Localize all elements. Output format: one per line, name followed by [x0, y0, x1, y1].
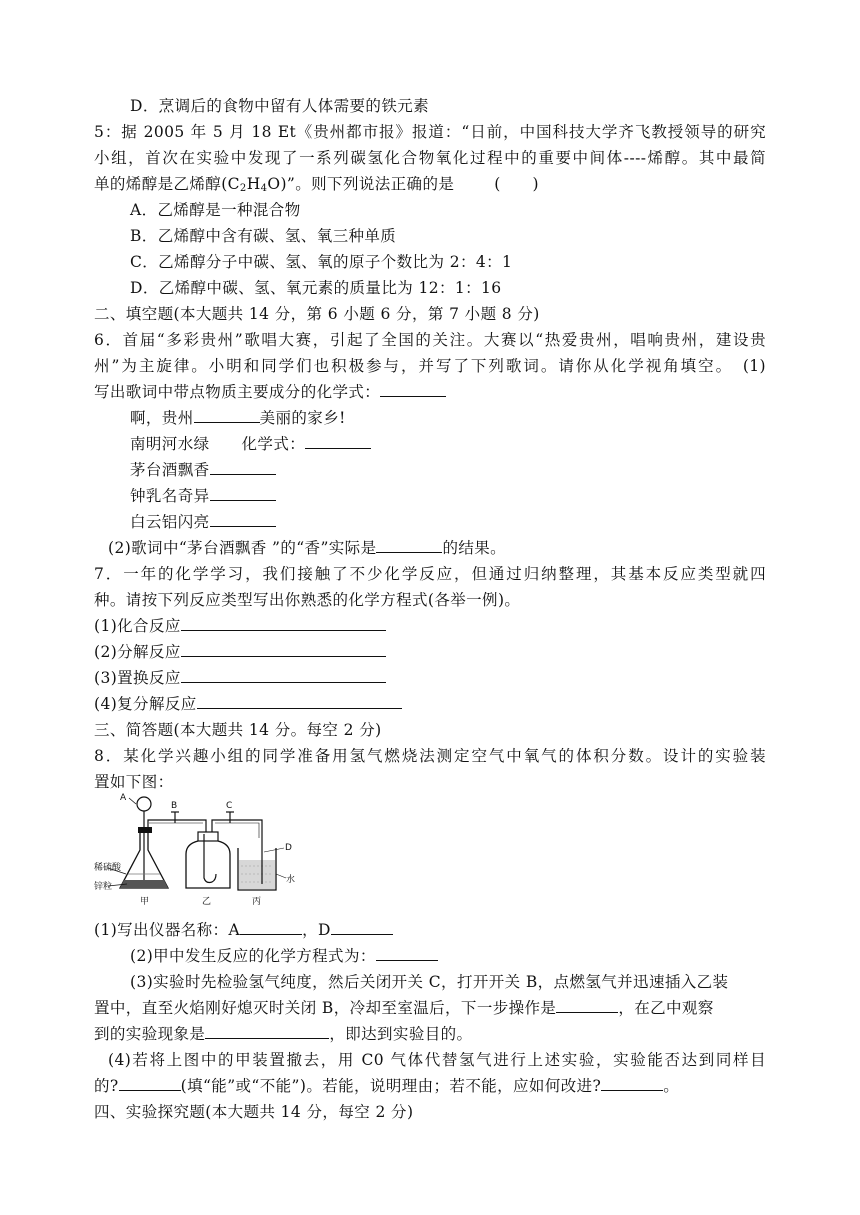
- q6-lyric-5-text: 白云铝闪亮: [130, 513, 210, 531]
- q5-line-3-c: O)”。则下列说法正确的是: [267, 175, 455, 193]
- q5-option-b: B．乙烯醇中含有碳、氢、氧三种单质: [130, 227, 397, 245]
- q8-sub-1-a: (1)写出仪器名称：A: [94, 921, 241, 939]
- q8-sub-3-line-3: [94, 1024, 472, 1044]
- q6-line-1: 6．首届“多彩贵州”歌唱大赛，引起了全国的关注。大赛以“热爱贵州，唱响贵州，建设贵: [94, 331, 766, 349]
- q8-sub-4-line-1: (4)若将上图中的甲装置撤去，用 C0 气体代替氢气进行上述实验，实验能否达到同样目: [108, 1051, 766, 1069]
- q8-blank-a[interactable]: [240, 920, 302, 935]
- q7-item-4: [94, 694, 402, 714]
- q7-item-2: [94, 642, 386, 662]
- q5-line-3: [94, 174, 539, 199]
- q7-blank-3[interactable]: [181, 668, 386, 683]
- q6-lyric-blank-3[interactable]: [210, 460, 276, 475]
- q8-line-2: 置如下图：: [94, 773, 174, 791]
- q6-lyric-1-a: 啊，贵州: [130, 409, 194, 427]
- label-zinc-granules: 锌粒: [94, 882, 113, 892]
- q6-line-2: 州”为主旋律。小明和同学们也积极参与，并写了下列歌词。请你从化学视角填空。 (1): [94, 357, 766, 375]
- label-yi: 乙: [202, 897, 212, 907]
- q6-lyric-5: [130, 512, 276, 532]
- q6-lyric-blank-4[interactable]: [210, 486, 276, 501]
- q7-item-3-label: (3)置换反应: [94, 669, 181, 687]
- q8-sub-2: [130, 946, 438, 966]
- q6-lyric-2: [130, 434, 371, 454]
- q6-lyric-3: [130, 460, 276, 480]
- q7-item-3: [94, 668, 386, 688]
- q8-sub-1: [94, 920, 393, 940]
- q7-item-4-label: (4)复分解反应: [94, 695, 197, 713]
- q5-subscript-4: 4: [260, 183, 268, 194]
- q8-sub-3-line-2-b: ，在乙中观察: [618, 999, 714, 1017]
- label-jia: 甲: [140, 897, 150, 907]
- label-d: D: [285, 843, 292, 853]
- section-3-heading: 三、简答题(本大题共 14 分。每空 2 分): [94, 721, 382, 739]
- q8-sub-3-line-3-b: ，即达到实验目的。: [329, 1025, 473, 1043]
- q6-lyric-1-b: 美丽的家乡!: [259, 409, 346, 427]
- label-c: C: [226, 801, 233, 811]
- q5-line-3-b: H: [246, 175, 261, 193]
- q5-option-d: D．乙烯醇中碳、氢、氧元素的质量比为 12：1：16: [130, 279, 502, 297]
- q6-sub-2: [108, 538, 506, 558]
- q6-lyric-2-a: 南明河水绿: [130, 435, 210, 453]
- q7-item-1-label: (1)化合反应: [94, 617, 181, 635]
- section-4-heading: 四、实验探究题(本大题共 14 分，每空 2 分): [94, 1103, 414, 1121]
- q7-blank-4[interactable]: [197, 694, 402, 709]
- q8-sub-4-line-2-c: 。: [663, 1077, 680, 1095]
- q7-item-1: [94, 616, 386, 636]
- q7-line-1: 7．一年的化学学习，我们接触了不少化学反应，但通过归纳整理，其基本反应类型就四: [94, 565, 766, 583]
- q6-blank-1[interactable]: [380, 382, 446, 397]
- q5-option-c: C．乙烯醇分子中碳、氢、氧的原子个数比为 2：4：1: [130, 253, 513, 271]
- label-water: 水: [286, 875, 296, 885]
- lab-apparatus-figure: [94, 792, 424, 912]
- q5-option-a: A．乙烯醇是一种混合物: [130, 201, 301, 219]
- q8-sub-2-text: (2)甲中发生反应的化学方程式为：: [130, 947, 376, 965]
- q8-sub-3-line-2: [94, 998, 714, 1018]
- q6-lyric-4-text: 钟乳名奇异: [130, 487, 210, 505]
- q6-blank-2[interactable]: [376, 538, 442, 553]
- q8-sub-3-line-1: (3)实验时先检验氢气纯度，然后关闭开关 C，打开开关 B，点燃氢气并迅速插入乙装: [130, 973, 729, 991]
- q8-sub-3-line-2-a: 置中，直至火焰刚好熄灭时关闭 B，冷却至室温后，下一步操作是: [94, 999, 557, 1017]
- q8-sub-4-line-2-a: 的?: [94, 1077, 119, 1095]
- q6-lyric-1: [130, 408, 346, 428]
- q8-blank-equation[interactable]: [376, 946, 438, 961]
- label-b: B: [171, 801, 178, 811]
- q5-line-1: 5：据 2005 年 5 月 18 Et《贵州都市报》报道：“日前，中国科技大学齐飞教授领导的研究: [94, 123, 766, 141]
- q5-line-3-a: 单的烯醇是乙烯醇(C: [94, 175, 240, 193]
- q6-sub-2-b: 的结果。: [442, 539, 507, 557]
- q7-line-2: 种。请按下列反应类型写出你熟悉的化学方程式(各举一例)。: [94, 591, 521, 609]
- q5-answer-paren: ( ): [494, 175, 539, 193]
- q8-blank-d[interactable]: [331, 920, 393, 935]
- q5-line-2: 小组，首次在实验中发现了一系列碳氢化合物氧化过程中的重要中间体----烯醇。其中最简: [94, 149, 766, 167]
- q8-line-1: 8．某化学兴趣小组的同学准备用氢气燃烧法测定空气中氧气的体积分数。设计的实验装: [94, 747, 766, 765]
- q6-lyric-3-text: 茅台酒飘香: [130, 461, 210, 479]
- q8-sub-4-line-2: [94, 1076, 679, 1096]
- q6-sub-2-a: (2)歌词中“茅台酒飘香 ”的“香”实际是: [108, 539, 377, 557]
- q8-sub-1-b: ，D: [302, 921, 331, 939]
- q6-lyric-blank-5[interactable]: [210, 512, 276, 527]
- q8-sub-4-line-2-b: (填“能”或“不能”)。若能，说明理由；若不能，应如何改进?: [180, 1077, 602, 1095]
- q4-option-d: D．烹调后的食物中留有人体需要的铁元素: [130, 97, 430, 115]
- label-a: A: [120, 793, 127, 803]
- bottle-yi: [186, 832, 230, 888]
- flask-jia: [108, 797, 168, 888]
- section-2-heading: 二、填空题(本大题共 14 分，第 6 小题 6 分，第 7 小题 8 分): [94, 305, 540, 323]
- q8-blank-can[interactable]: [119, 1076, 181, 1091]
- q6-line-3-text: 写出歌词中带点物质主要成分的化学式：: [94, 383, 381, 401]
- q5-subscript-2: 2: [239, 183, 247, 194]
- q6-lyric-2-b: 化学式：: [241, 435, 306, 453]
- q8-blank-next-step[interactable]: [556, 998, 618, 1013]
- label-dilute-sulfuric-acid: 稀硫酸: [94, 863, 122, 873]
- q8-sub-3-line-3-a: 到的实验现象是: [94, 1025, 206, 1043]
- q8-blank-phenomenon[interactable]: [205, 1024, 329, 1039]
- beaker-bing: [238, 838, 286, 890]
- q6-lyric-4: [130, 486, 276, 506]
- q7-blank-1[interactable]: [181, 616, 386, 631]
- q6-lyric-blank-2[interactable]: [305, 434, 371, 449]
- q7-blank-2[interactable]: [181, 642, 386, 657]
- label-bing: 丙: [252, 897, 262, 907]
- q8-blank-improve[interactable]: [601, 1076, 663, 1091]
- q6-line-3: [94, 382, 446, 402]
- q7-item-2-label: (2)分解反应: [94, 643, 181, 661]
- q6-lyric-blank-1[interactable]: [194, 408, 260, 423]
